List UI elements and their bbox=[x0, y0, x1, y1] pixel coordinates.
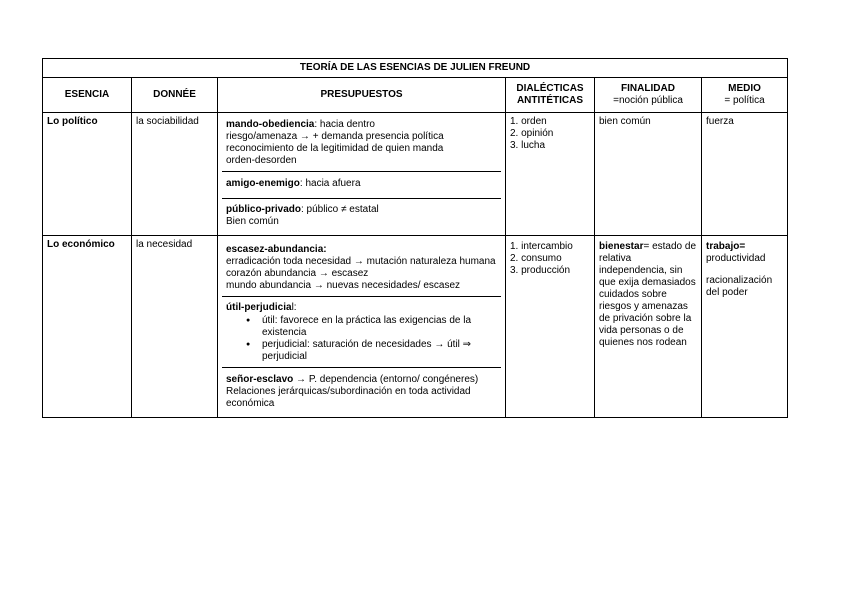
dialecticas-cell bbox=[506, 113, 595, 236]
header-finalidad-title: FINALIDAD bbox=[621, 83, 675, 94]
finalidad-cell bbox=[595, 113, 702, 236]
medio-cell bbox=[702, 113, 788, 236]
medio-bold-rest: = bbox=[739, 241, 746, 252]
presupuesto-block bbox=[222, 199, 501, 232]
presupuesto-head-rest: l: bbox=[291, 302, 297, 313]
presupuesto-line: corazón abundancia → escasez bbox=[226, 268, 369, 279]
presupuesto-bullets bbox=[226, 315, 497, 363]
medio-line: racionalización del poder bbox=[706, 275, 773, 298]
dialecticas-cell bbox=[506, 236, 595, 418]
donnee-cell: la sociabilidad bbox=[132, 113, 218, 236]
finalidad-cell bbox=[595, 236, 702, 418]
presupuesto-line: Relaciones jerárquicas/subordinación en toda actividad económica bbox=[226, 386, 471, 409]
presupuesto-block bbox=[222, 297, 501, 368]
presupuesto-head: escasez-abundancia: bbox=[226, 244, 327, 255]
header-dialecticas-line2: ANTITÉTICAS bbox=[516, 95, 584, 106]
header-presupuestos: PRESUPUESTOS bbox=[218, 78, 506, 113]
header-medio-title: MEDIO bbox=[728, 83, 761, 94]
presupuesto-head: útil-perjudicia bbox=[226, 302, 292, 313]
presupuesto-head-rest: : hacia afuera bbox=[299, 178, 361, 189]
presupuesto-line: Bien común bbox=[226, 216, 279, 227]
dialectica-item: 2. consumo bbox=[510, 253, 562, 264]
presupuesto-line: erradicación toda necesidad → mutación naturaleza humana bbox=[226, 256, 496, 267]
presupuesto-line: reconocimiento de la legitimidad de quien manda bbox=[226, 143, 444, 154]
header-finalidad-sub: =noción pública bbox=[613, 95, 683, 106]
header-row bbox=[43, 78, 788, 113]
presupuesto-block bbox=[222, 368, 501, 414]
header-esencia: ESENCIA bbox=[43, 78, 132, 113]
table-row bbox=[43, 236, 788, 418]
presupuesto-head: amigo-enemigo bbox=[226, 178, 300, 189]
header-donnee: DONNÉE bbox=[132, 78, 218, 113]
bullet-item: ● útil: favorece en la práctica las exigencias de la existencia bbox=[262, 315, 497, 339]
bullet-item: ● perjudicial: saturación de necesidades → útil ⇒ perjudicial bbox=[262, 339, 497, 363]
presupuesto-head-rest: : público ≠ estatal bbox=[301, 204, 379, 215]
dialectica-item: 3. lucha bbox=[510, 140, 546, 151]
presupuesto-head-rest: → P. dependencia (entorno/ congéneres) bbox=[293, 374, 479, 385]
table-row bbox=[43, 113, 788, 236]
header-medio bbox=[702, 78, 788, 113]
donnee-cell: la necesidad bbox=[132, 236, 218, 418]
presupuesto-block bbox=[222, 116, 501, 172]
presupuesto-block bbox=[222, 172, 501, 199]
finalidad-bold: bienestar bbox=[599, 241, 644, 252]
presupuesto-head: señor-esclavo bbox=[226, 374, 294, 385]
dialectica-item: 1. orden bbox=[510, 116, 547, 127]
presupuesto-head: público-privado bbox=[226, 204, 301, 215]
medio-bold: trabajo bbox=[706, 241, 740, 252]
header-medio-sub: = política bbox=[724, 95, 765, 106]
header-finalidad bbox=[595, 78, 702, 113]
presupuesto-line: riesgo/amenaza → + demanda presencia política bbox=[226, 131, 444, 142]
header-dialecticas-line1: DIALÉCTICAS bbox=[516, 83, 584, 94]
freund-essences-table bbox=[42, 58, 788, 418]
presupuesto-head-rest: : hacia dentro bbox=[314, 119, 375, 130]
table-title: TEORÍA DE LAS ESENCIAS DE JULIEN FREUND bbox=[43, 59, 788, 78]
esencia-cell: Lo económico bbox=[43, 236, 132, 418]
finalidad-text: bien común bbox=[599, 116, 651, 127]
presupuesto-line: mundo abundancia → nuevas necesidades/ escasez bbox=[226, 280, 461, 291]
dialectica-item: 3. producción bbox=[510, 265, 571, 276]
finalidad-text: = estado de relativa independencia, sin que exija demasiados cuidados sobre riesgos y amenazas de privación sobre la vida personas o de quienes nos rodean bbox=[599, 241, 697, 348]
presupuestos-cell bbox=[218, 113, 506, 236]
medio-cell bbox=[702, 236, 788, 418]
dialectica-item: 1. intercambio bbox=[510, 241, 573, 252]
dialectica-item: 2. opinión bbox=[510, 128, 554, 139]
esencia-cell: Lo político bbox=[43, 113, 132, 236]
medio-line: fuerza bbox=[706, 116, 734, 127]
presupuesto-block bbox=[222, 239, 501, 297]
presupuesto-line: orden-desorden bbox=[226, 155, 297, 166]
presupuesto-head: mando-obediencia bbox=[226, 119, 315, 130]
header-dialecticas bbox=[506, 78, 595, 113]
presupuestos-cell bbox=[218, 236, 506, 418]
medio-line: productividad bbox=[706, 253, 766, 264]
